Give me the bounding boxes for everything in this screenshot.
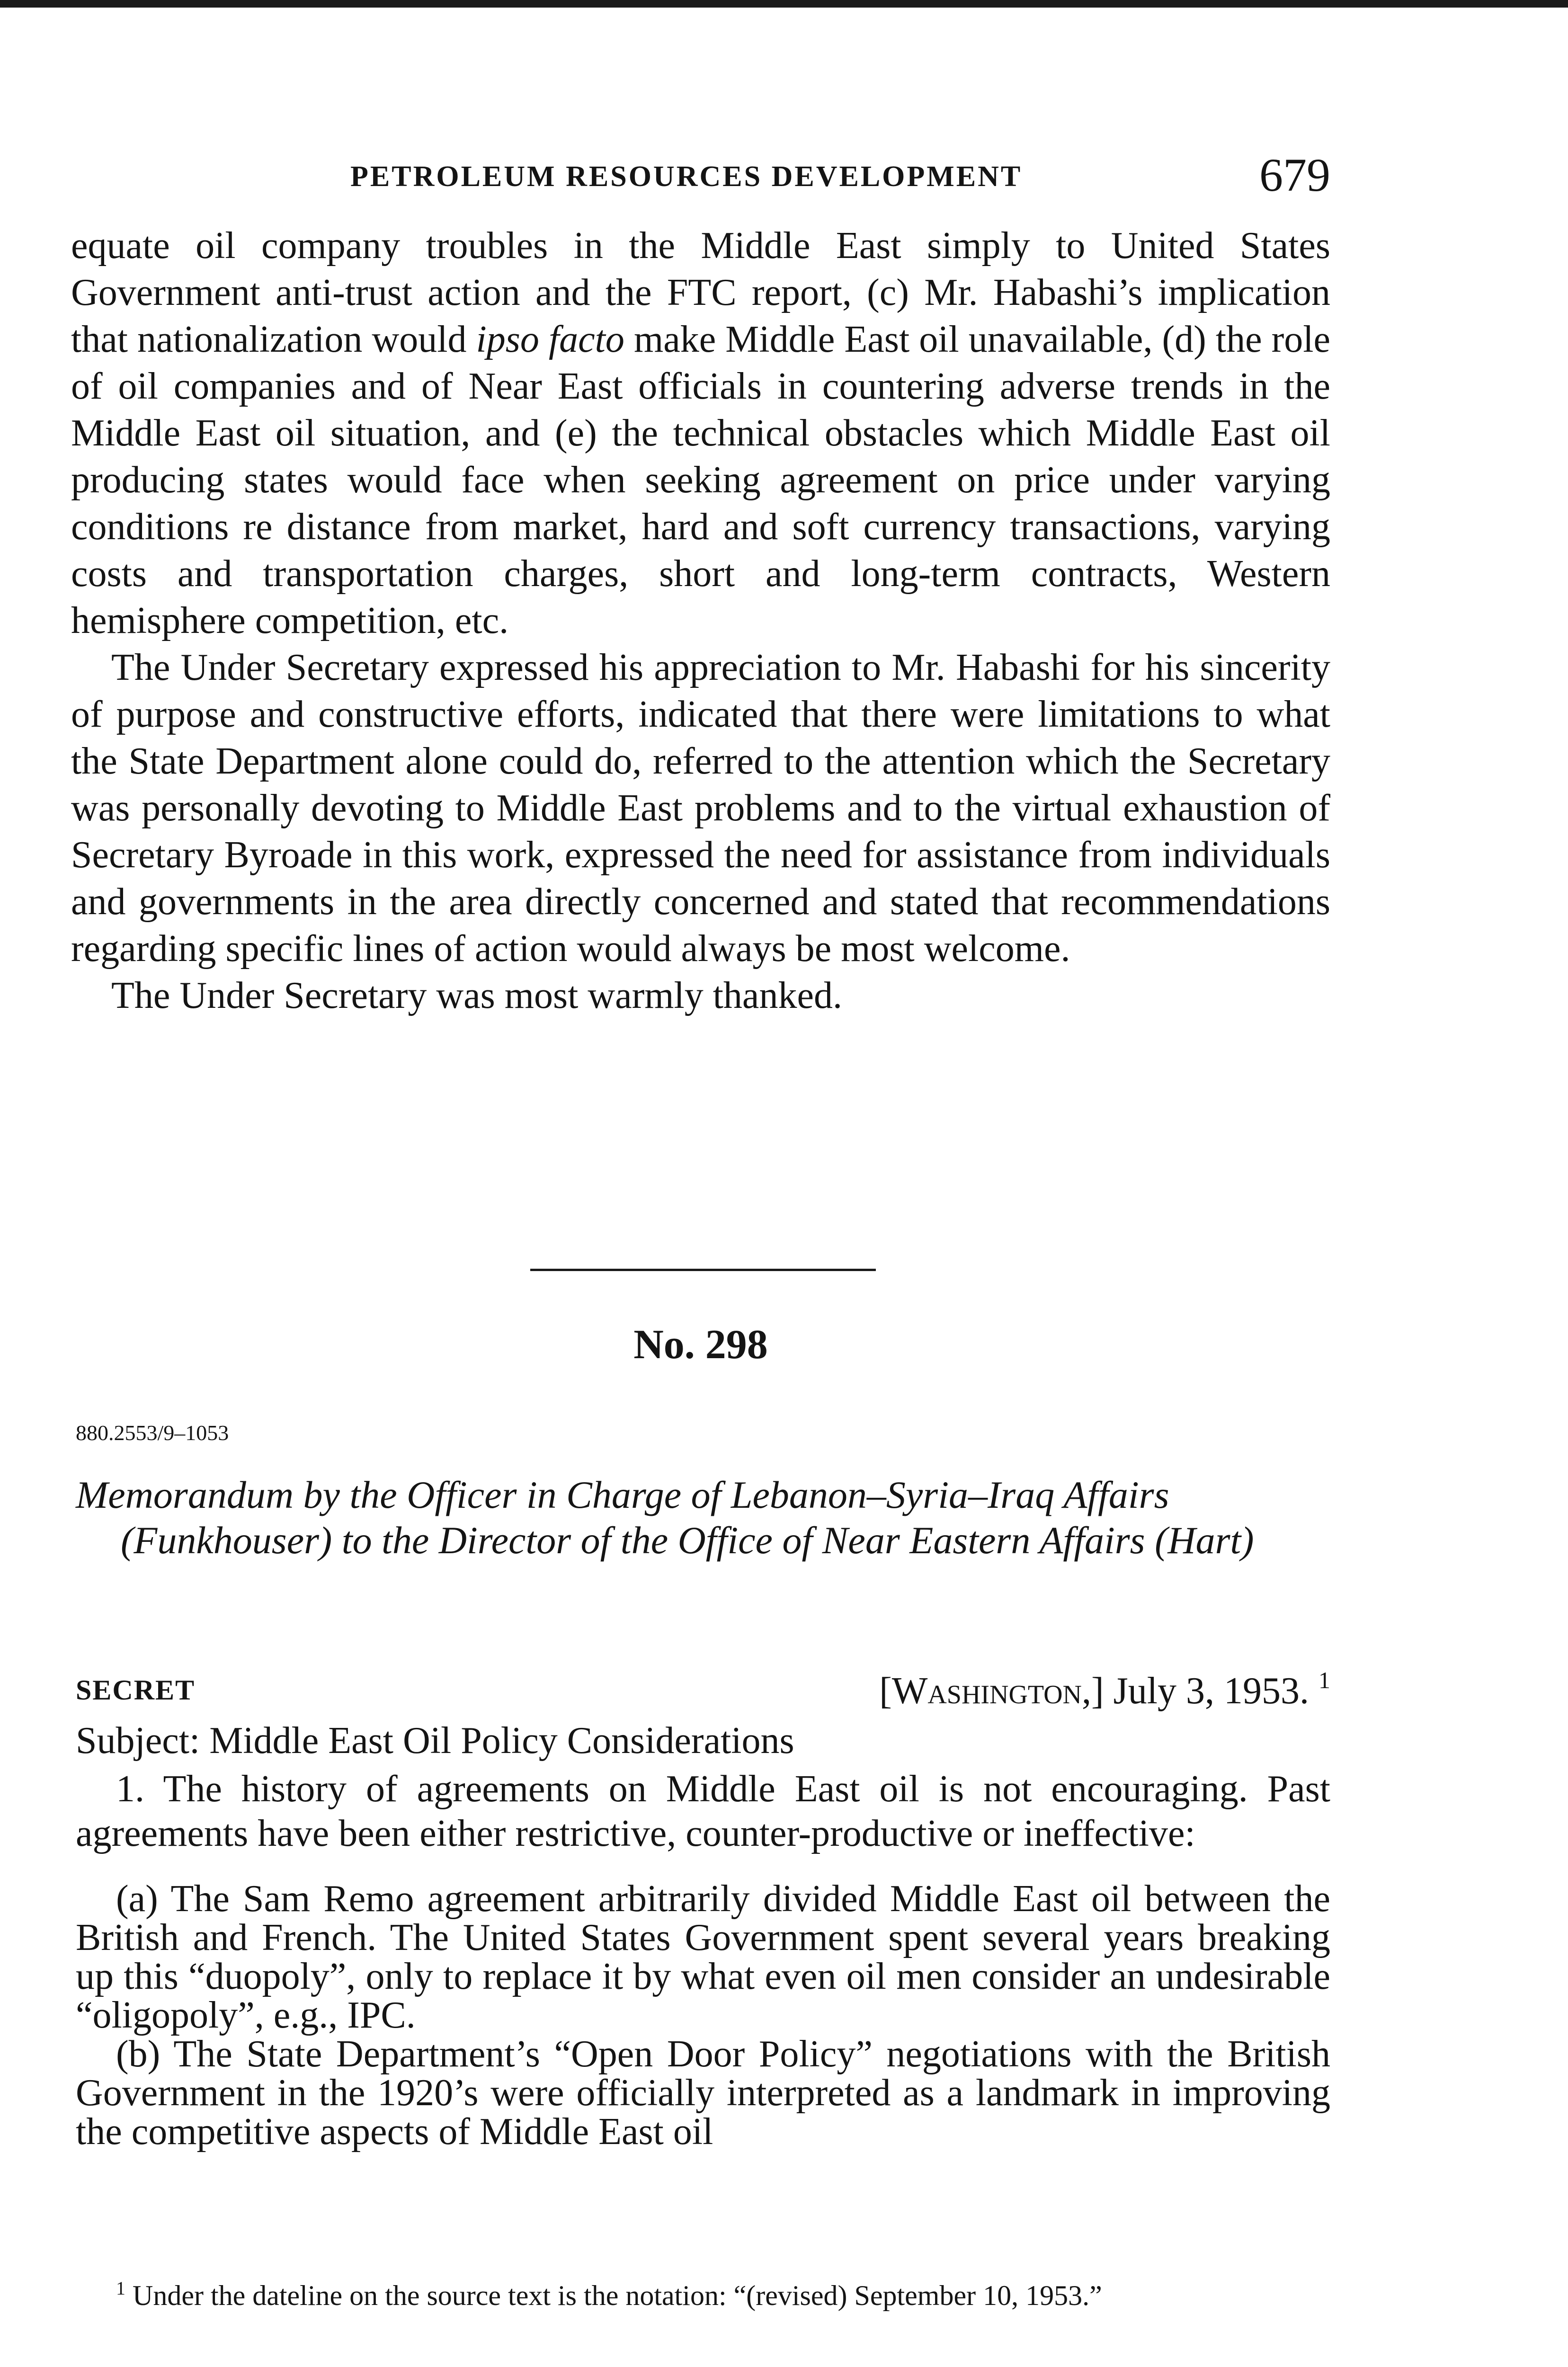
dateline-place: Washington — [891, 1670, 1082, 1712]
top-edge-rule — [0, 0, 1568, 8]
section-divider — [530, 1269, 876, 1271]
footnote-reference: 1 — [1319, 1667, 1330, 1693]
paragraph-closing: The Under Secretary was most warmly thanked. — [111, 975, 842, 1016]
footnote-text: Under the dateline on the source text is the notation: “(revised) September 10, 1953.” — [125, 2280, 1102, 2311]
footnote — [76, 2270, 1330, 2314]
continued-text — [71, 222, 1330, 1019]
dateline-row — [76, 1666, 1330, 1718]
document-title — [76, 1472, 1321, 1563]
paragraph-continued — [71, 222, 1330, 644]
footnote-marker: 1 — [116, 2278, 125, 2299]
footnote-text-block — [76, 2270, 1330, 2314]
running-title: PETROLEUM RESOURCES DEVELOPMENT — [350, 160, 1023, 193]
classification-label: SECRET — [76, 1674, 196, 1706]
paragraph-text: make Middle East oil unavailable, (d) the role of oil companies and of Near East officials in countering adverse trends in the Middle East oil situation, and (e) the technical obstacles which Middle East oil producing states would face when seeking agreement on price under varying conditions re distance from market, hard and soft currency transactions, varying costs and transportation charges, short and long-term contracts, Western hemisphere competition, etc. — [71, 319, 1331, 641]
document-number: No. 298 — [633, 1322, 768, 1368]
document-title-text: Memorandum by the Officer in Charge of Lebanon–Syria–Iraq Affairs (Funkhouser) to the Director of the Office of Near Eastern Affairs (Hart) — [76, 1473, 1254, 1562]
dateline-date: July 3, 1953. — [1104, 1670, 1309, 1712]
running-head — [71, 151, 1330, 207]
page-number: 679 — [1259, 149, 1330, 201]
memo-subject: Subject: Middle East Oil Policy Considerations — [76, 1720, 794, 1762]
file-reference: 880.2553/9–1053 — [76, 1421, 229, 1445]
list-item-a: (a) The Sam Remo agreement arbitrarily divided Middle East oil between the British and French. The United States Government spent several years breaking up this “duopoly”, only to replace it by what even oil men consider an undesirable “oligopoly”, e.g., IPC. — [76, 1878, 1330, 2036]
paragraph-text: equate oil company troubles in the Middle East simply to United States Government anti-trust action and the FTC report, (c) Mr. Habashi’s implication that nationalization would — [71, 225, 1330, 360]
paragraph-under-secretary-response: The Under Secretary expressed his appreciation to Mr. Habashi for his sincerity of purpose and constructive efforts, indicated that there were limitations to what the State Department alone could do, referred to the attention which the Secretary was personally devoting to Middle East problems and to the virtual exhaustion of Secretary Byroade in this work, expressed the need for assistance from individuals and governments in the area directly concerned and stated that recommendations regarding specific lines of action would always be most welcome. — [71, 647, 1330, 970]
latin-phrase: ipso facto — [476, 319, 624, 360]
dateline: [Washington,] July 3, 1953. $^1$ — [879, 1667, 1330, 1712]
list-item-b: (b) The State Department’s “Open Door Policy” negotiations with the British Government in the 1920’s were officially interpreted as a landmark in improving the competitive aspects of Middle East oil — [76, 2033, 1330, 2153]
memo-paragraph-1: 1. The history of agreements on Middle East oil is not encouraging. Past agreements have been either restrictive, counter-productive or ineffective: — [76, 1768, 1330, 1854]
memorandum-body — [76, 1718, 1330, 2151]
